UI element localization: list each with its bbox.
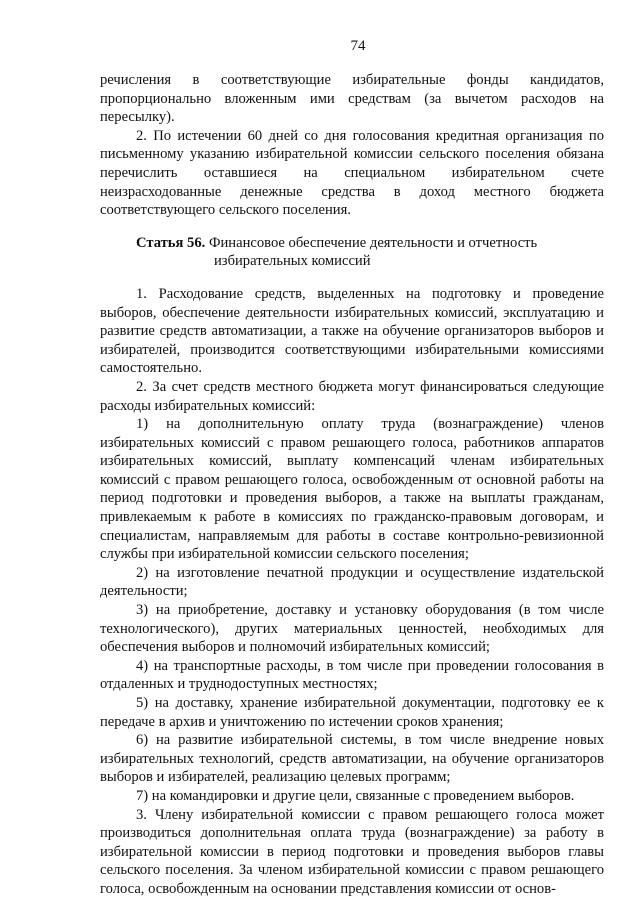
article-number: Статья 56. bbox=[136, 234, 206, 251]
list-item: 5) на доставку, хранение избирательной документации, подготовку ее к передаче в архив и уничтожению по истечении сроков хранения; bbox=[100, 695, 604, 730]
article-title-continued: избирательных комиссий bbox=[214, 253, 371, 270]
paragraph: 1. Расходование средств, выделенных на подготовку и проведение выборов, обеспечение деятельности избирательных комиссий, эксплуатацию и развитие средств автоматизации, а также на обучение организаторов выборов и избирателей, производится соответствующими избирательными комиссиями самостоятельно. bbox=[100, 285, 604, 377]
paragraph: 2. За счет средств местного бюджета могут финансироваться следующие расходы избирательных комиссий: bbox=[100, 378, 604, 414]
list-item: 7) на командировки и другие цели, связанные с проведением выборов. bbox=[136, 787, 575, 804]
article-heading bbox=[100, 234, 604, 271]
list-item: 4) на транспортные расходы, в том числе при проведении голосования в отдаленных и труднодоступных местностях; bbox=[100, 657, 604, 693]
article-title: Финансовое обеспечение деятельности и отчетность bbox=[208, 234, 538, 251]
list-item: 6) на развитие избирательной системы, в том числе внедрение новых избирательных технологий, средств автоматизации, на обучение организаторов выборов и избирателей, реализацию целевых программ; bbox=[100, 732, 604, 786]
list-item: 3) на приобретение, доставку и установку оборудования (в том числе технологического), других материальных ценностей, необходимых для обеспечения выборов и полномочий избирательных комиссий; bbox=[100, 602, 604, 656]
list-item: 2) на изготовление печатной продукции и осуществление издательской деятельности; bbox=[100, 564, 604, 600]
paragraph: 2. По истечении 60 дней со дня голосования кредитная организация по письменному указанию избирательной комиссии сельского поселения обязана перечислить оставшиеся на специальном избирательном счете неизрасходованные денежные средства в доход местного бюджета соответствующего сельского поселения. bbox=[100, 127, 604, 219]
list-item: 1) на дополнительную оплату труда (вознаграждение) членов избирательных комиссий с правом решающего голоса, работников аппаратов избирательных комиссий, выплату компенсаций членам избирательных комиссий с правом решающего голоса, освобожденным от основной работы на период подготовки и проведения выборов, а также на выплаты гражданам, привлекаемым к работе в комиссиях по гражданско-правовым договорам, и специалистам, направляемым для работы в составе контрольно-ревизионной службы при избирательной комиссии сельского поселения; bbox=[100, 416, 604, 563]
paragraph: речисления в соответствующие избирательные фонды кандидатов, пропорционально вложенным ими средствам (за вычетом расходов на пересылку). bbox=[100, 72, 604, 126]
paragraph: 3. Члену избирательной комиссии с правом решающего голоса может производиться дополнительная оплата труда (вознаграждение) за работу в избирательной комиссии в период подготовки и проведения выборов главы сельского поселения. За членом избирательной комиссии с правом решающего голоса, освобожденным на основании представления комиссии от основ- bbox=[100, 806, 604, 897]
page-number: 74 bbox=[350, 38, 366, 54]
